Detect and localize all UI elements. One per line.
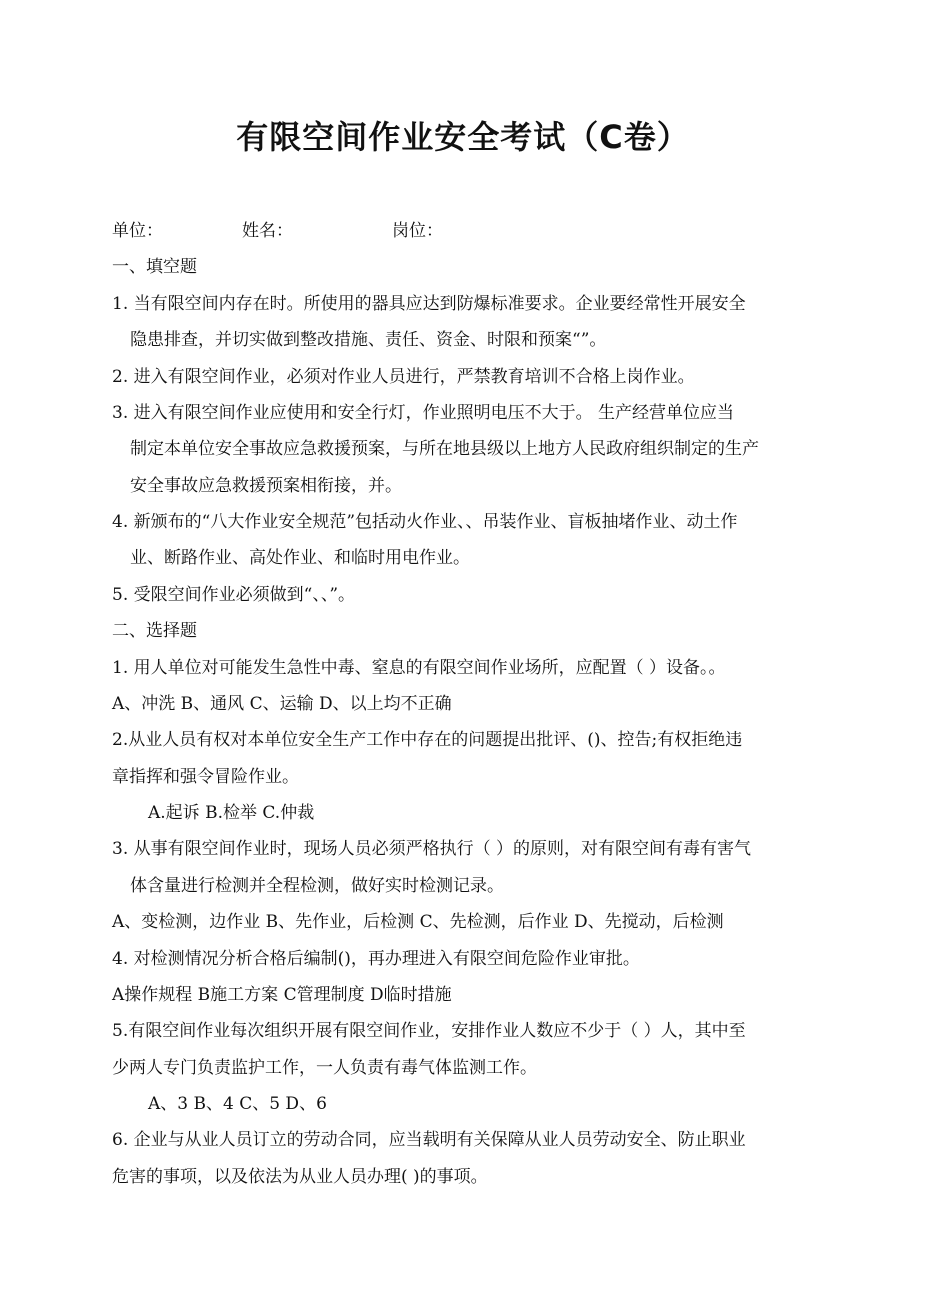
page-title: 有限空间作业安全考试（C卷）	[236, 118, 690, 156]
question-text: 1. 当有限空间内存在时。所使用的器具应达到防爆标准要求。企业要经常性开展安全	[112, 294, 746, 314]
answer-options: A、3 B、4 C、5 D、6	[148, 1094, 327, 1114]
question-text: 5. 受限空间作业必须做到“、、”。	[112, 585, 356, 605]
question-text: 章指挥和强令冒险作业。	[112, 767, 299, 787]
question-text: 5.有限空间作业每次组织开展有限空间作业，安排作业人数应不少于（ ）人，其中至	[112, 1021, 746, 1041]
section-heading-fill-blank: 一、填空题	[112, 257, 197, 277]
question-text: 6. 企业与从业人员订立的劳动合同，应当载明有关保障从业人员劳动安全、防止职业	[112, 1130, 746, 1150]
question-text: 危害的事项，以及依法为从业人员办理( )的事项。	[112, 1167, 488, 1187]
answer-options: A操作规程 B施工方案 C管理制度 D临时措施	[112, 985, 452, 1005]
post-label: 岗位：	[392, 221, 443, 241]
question-text: 3. 从事有限空间作业时，现场人员必须严格执行（ ）的原则，对有限空间有毒有害气	[112, 839, 752, 859]
answer-options: A、冲洗 B、通风 C、运输 D、以上均不正确	[112, 694, 452, 714]
answer-options: A、变检测，边作业 B、先作业，后检测 C、先检测，后作业 D、先搅动，后检测	[112, 912, 724, 932]
question-text: 体含量进行检测并全程检测，做好实时检测记录。	[130, 876, 504, 896]
info-line	[112, 220, 443, 242]
question-text: 2.从业人员有权对本单位安全生产工作中存在的问题提出批评、()、控告;有权拒绝违	[112, 730, 743, 750]
name-label: 姓名：	[242, 221, 293, 241]
question-text: 2. 进入有限空间作业，必须对作业人员进行，严禁教育培训不合格上岗作业。	[112, 367, 695, 387]
question-text: 业、断路作业、高处作业、和临时用电作业。	[130, 548, 470, 568]
section-heading-choice: 二、选择题	[112, 621, 197, 641]
question-text: 4. 对检测情况分析合格后编制()，再办理进入有限空间危险作业审批。	[112, 949, 640, 969]
answer-options: A.起诉 B.检举 C.仲裁	[148, 803, 315, 823]
question-text: 3. 进入有限空间作业应使用和安全行灯，作业照明电压不大于。 生产经营单位应当	[112, 403, 735, 423]
question-text: 少两人专门负责监护工作，一人负责有毒气体监测工作。	[112, 1058, 537, 1078]
question-text: 安全事故应急救援预案相衔接，并。	[130, 476, 402, 496]
question-text: 隐患排查，并切实做到整改措施、责任、资金、时限和预案“”。	[130, 330, 607, 350]
unit-label: 单位：	[112, 221, 163, 241]
question-text: 4. 新颁布的“八大作业安全规范”包括动火作业、、吊装作业、盲板抽堵作业、动土作	[112, 512, 738, 532]
question-text: 1. 用人单位对可能发生急性中毒、窒息的有限空间作业场所，应配置（ ）设备。。	[112, 658, 726, 678]
question-text: 制定本单位安全事故应急救援预案，与所在地县级以上地方人民政府组织制定的生产	[130, 439, 759, 459]
